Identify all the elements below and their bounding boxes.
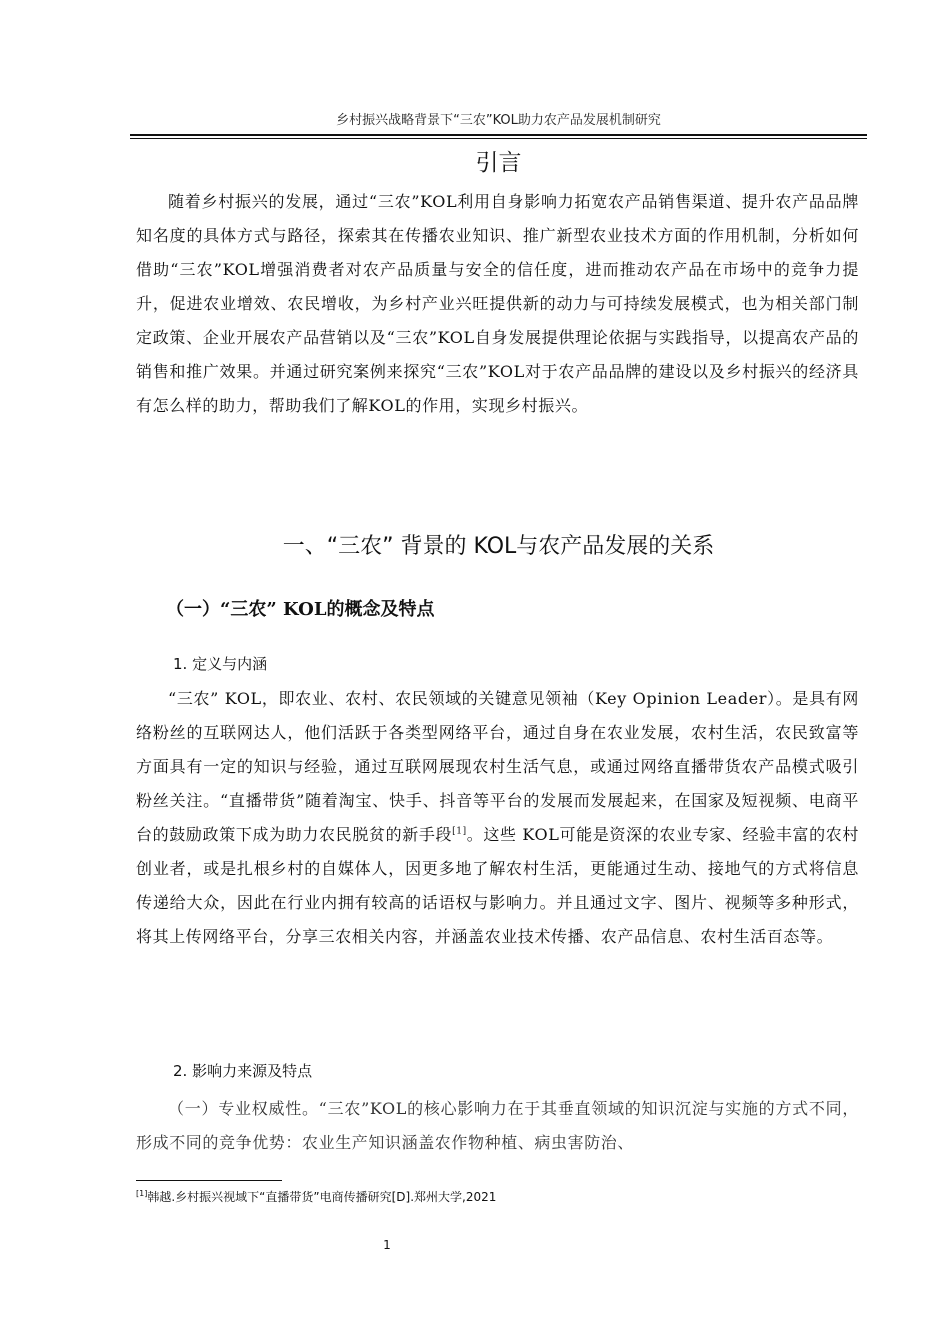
definition-text-part1: “三农” KOL，即农业、农村、农民领域的关键意见领袖（Key Opinion Leader）。是具有网络粉丝的互联网达人，他们活跃于各类型网络平台，通过自身在农业发展，农村生活，农民致富等方面具有一定的知识与经验，通过互联网展现农村生活气息，或通过网络直播带货农产品模式吸引粉丝关注。“直播带货”随着淘宝、快手、抖音等平台的发展而发展起来，在国家及短视频、电商平台的鼓励政策下成为助力农民脱贫的新手段 — [136, 689, 859, 844]
footnote-separator — [136, 1180, 282, 1181]
footnote-text: 韩越.乡村振兴视域下“直播带货”电商传播研究[D].郑州大学,2021 — [147, 1190, 497, 1204]
running-header: 乡村振兴战略背景下“三农”KOL助力农产品发展机制研究 — [336, 113, 661, 128]
intro-paragraph: 随着乡村振兴的发展，通过“三农”KOL利用自身影响力拓宽农产品销售渠道、提升农产品品牌知名度的具体方式与路径，探索其在传播农业知识、推广新型农业技术方面的作用机制，分析如何借助“三农”KOL增强消费者对农产品质量与安全的信任度，进而推动农产品在市场中的竞争力提升，促进农业增效、农民增收，为乡村产业兴旺提供新的动力与可持续发展模式，也为相关部门制定政策、企业开展农产品营销以及“三农”KOL自身发展提供理论依据与实践指导，以提高农产品的销售和推广效果。并通过研究案例来探究“三农”KOL对于农产品品牌的建设以及乡村振兴的经济具有怎么样的助力，帮助我们了解KOL的作用，实现乡村振兴。 — [136, 192, 859, 415]
header-rule-thin — [130, 138, 867, 139]
footnote-reference[interactable]: [1] — [452, 826, 467, 837]
influence-paragraph: （一）专业权威性。“三农”KOL的核心影响力在于其垂直领域的知识沉淀与实施的方式不同，形成不同的竞争优势：农业生产知识涵盖农作物种植、病虫害防治、 — [136, 1099, 859, 1152]
definition-paragraph — [136, 682, 859, 954]
footnote — [136, 1189, 496, 1205]
section-heading: 一、“三农” 背景的 KOL与农产品发展的关系 — [282, 534, 715, 559]
footnote-marker: [1] — [136, 1189, 148, 1198]
header-rule-thick — [130, 134, 867, 136]
page-number: 1 — [383, 1238, 391, 1252]
subsection-heading: （一）“三农” KOL的概念及特点 — [166, 599, 435, 620]
item-heading-influence: 2. 影响力来源及特点 — [173, 1062, 313, 1080]
intro-title: 引言 — [475, 150, 522, 176]
item-heading-definition: 1. 定义与内涵 — [173, 655, 268, 673]
definition-text-part2: 。这些 KOL可能是资深的农业专家、经验丰富的农村创业者，或是扎根乡村的自媒体人，因更多地了解农村生活，更能通过生动、接地气的方式将信息传递给大众，因此在行业内拥有较高的话语权与影响力。并且通过文字、图片、视频等多种形式，将其上传网络平台，分享三农相关内容，并涵盖农业技术传播、农产品信息、农村生活百态等。 — [136, 825, 860, 946]
